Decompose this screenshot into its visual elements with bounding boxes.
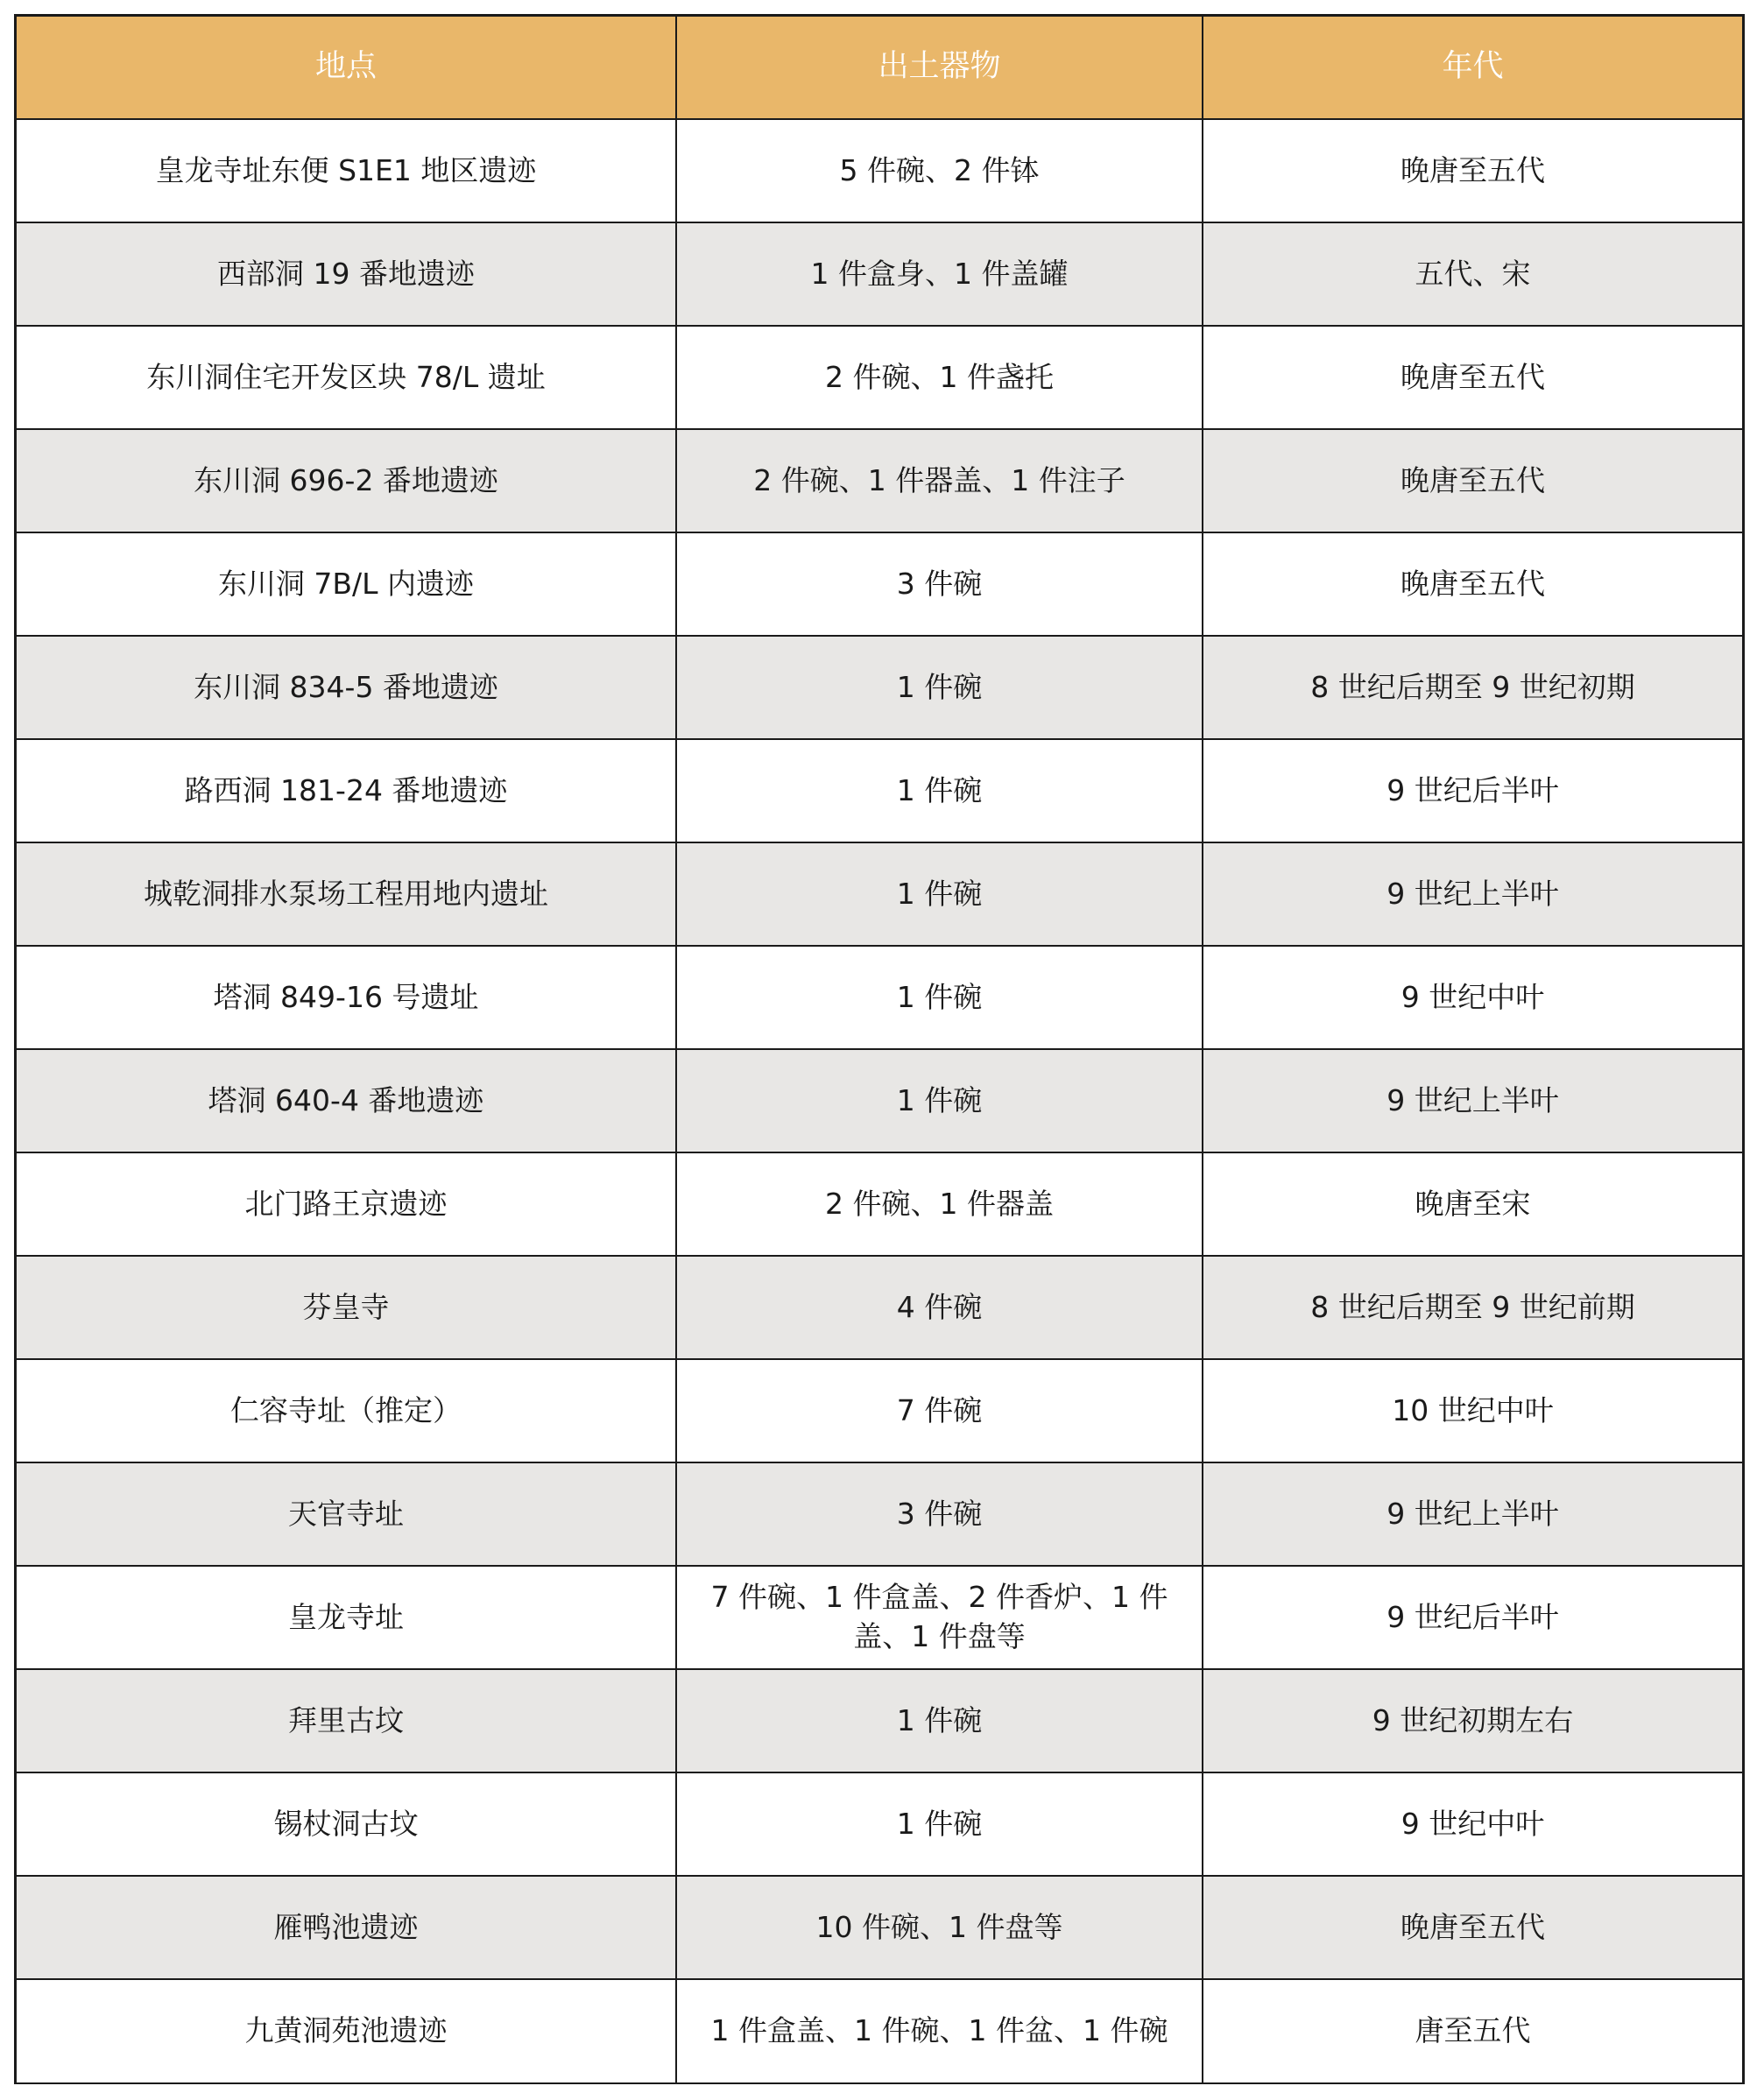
cell-period: 8 世纪后期至 9 世纪前期: [1203, 1256, 1742, 1359]
cell-location: 雁鸭池遗迹: [17, 1876, 676, 1979]
table-row: [17, 1462, 1742, 1566]
table-row: [17, 946, 1742, 1049]
cell-period: 晚唐至五代: [1203, 532, 1742, 636]
table-row: [17, 1566, 1742, 1669]
cell-period: 9 世纪中叶: [1203, 1772, 1742, 1876]
cell-period: 晚唐至五代: [1203, 326, 1742, 429]
cell-period: 8 世纪后期至 9 世纪初期: [1203, 636, 1742, 739]
table-row: [17, 119, 1742, 222]
header-row: [17, 17, 1742, 119]
cell-period: 五代、宋: [1203, 222, 1742, 326]
cell-period: 9 世纪后半叶: [1203, 739, 1742, 842]
cell-location: 拜里古坟: [17, 1669, 676, 1772]
table-body: [17, 119, 1742, 2082]
cell-artifacts: 1 件碗: [676, 1772, 1203, 1876]
cell-artifacts: 1 件碗: [676, 1049, 1203, 1152]
table-row: [17, 842, 1742, 946]
table-row: [17, 1049, 1742, 1152]
cell-artifacts: 1 件碗: [676, 946, 1203, 1049]
cell-location: 西部洞 19 番地遗迹: [17, 222, 676, 326]
cell-location: 北门路王京遗迹: [17, 1152, 676, 1256]
cell-artifacts: 4 件碗: [676, 1256, 1203, 1359]
cell-artifacts: 2 件碗、1 件器盖、1 件注子: [676, 429, 1203, 532]
table-row: [17, 222, 1742, 326]
cell-artifacts: 1 件碗: [676, 636, 1203, 739]
cell-artifacts: 1 件碗: [676, 842, 1203, 946]
table-row: [17, 532, 1742, 636]
cell-location: 城乾洞排水泵场工程用地内遗址: [17, 842, 676, 946]
cell-period: 10 世纪中叶: [1203, 1359, 1742, 1462]
table-row: [17, 1772, 1742, 1876]
table-row: [17, 1152, 1742, 1256]
header-period: 年代: [1203, 17, 1742, 119]
table-row: [17, 1669, 1742, 1772]
table-row: [17, 429, 1742, 532]
table-row: [17, 1979, 1742, 2082]
cell-location: 芬皇寺: [17, 1256, 676, 1359]
cell-artifacts: 5 件碗、2 件钵: [676, 119, 1203, 222]
cell-artifacts: 7 件碗: [676, 1359, 1203, 1462]
table-row: [17, 636, 1742, 739]
cell-artifacts: 2 件碗、1 件器盖: [676, 1152, 1203, 1256]
cell-period: 9 世纪中叶: [1203, 946, 1742, 1049]
cell-location: 东川洞 834-5 番地遗迹: [17, 636, 676, 739]
cell-artifacts: 3 件碗: [676, 532, 1203, 636]
table-row: [17, 1359, 1742, 1462]
table-row: [17, 739, 1742, 842]
cell-location: 东川洞 696-2 番地遗迹: [17, 429, 676, 532]
table-row: [17, 1256, 1742, 1359]
cell-location: 塔洞 640-4 番地遗迹: [17, 1049, 676, 1152]
cell-location: 路西洞 181-24 番地遗迹: [17, 739, 676, 842]
cell-location: 东川洞住宅开发区块 78/L 遗址: [17, 326, 676, 429]
cell-artifacts: 1 件碗: [676, 739, 1203, 842]
header-artifacts: 出土器物: [676, 17, 1203, 119]
cell-location: 皇龙寺址: [17, 1566, 676, 1669]
cell-period: 晚唐至宋: [1203, 1152, 1742, 1256]
cell-location: 仁容寺址（推定）: [17, 1359, 676, 1462]
cell-period: 9 世纪上半叶: [1203, 1049, 1742, 1152]
cell-location: 皇龙寺址东便 S1E1 地区遗迹: [17, 119, 676, 222]
cell-period: 唐至五代: [1203, 1979, 1742, 2082]
cell-location: 九黄洞苑池遗迹: [17, 1979, 676, 2082]
table-row: [17, 326, 1742, 429]
cell-location: 锡杖洞古坟: [17, 1772, 676, 1876]
cell-artifacts: 7 件碗、1 件盒盖、2 件香炉、1 件盖、1 件盘等: [676, 1566, 1203, 1669]
cell-location: 东川洞 7B/L 内遗迹: [17, 532, 676, 636]
cell-period: 9 世纪上半叶: [1203, 842, 1742, 946]
excavation-table: [17, 17, 1742, 2082]
header-location: 地点: [17, 17, 676, 119]
cell-artifacts: 3 件碗: [676, 1462, 1203, 1566]
cell-period: 晚唐至五代: [1203, 429, 1742, 532]
cell-artifacts: 1 件盒盖、1 件碗、1 件盆、1 件碗: [676, 1979, 1203, 2082]
cell-period: 9 世纪后半叶: [1203, 1566, 1742, 1669]
table-row: [17, 1876, 1742, 1979]
cell-period: 晚唐至五代: [1203, 119, 1742, 222]
cell-period: 9 世纪上半叶: [1203, 1462, 1742, 1566]
cell-artifacts: 1 件碗: [676, 1669, 1203, 1772]
cell-artifacts: 1 件盒身、1 件盖罐: [676, 222, 1203, 326]
excavation-table-container: [14, 14, 1745, 2084]
cell-period: 晚唐至五代: [1203, 1876, 1742, 1979]
cell-location: 塔洞 849-16 号遗址: [17, 946, 676, 1049]
cell-artifacts: 10 件碗、1 件盘等: [676, 1876, 1203, 1979]
cell-period: 9 世纪初期左右: [1203, 1669, 1742, 1772]
cell-location: 天官寺址: [17, 1462, 676, 1566]
cell-artifacts: 2 件碗、1 件盏托: [676, 326, 1203, 429]
